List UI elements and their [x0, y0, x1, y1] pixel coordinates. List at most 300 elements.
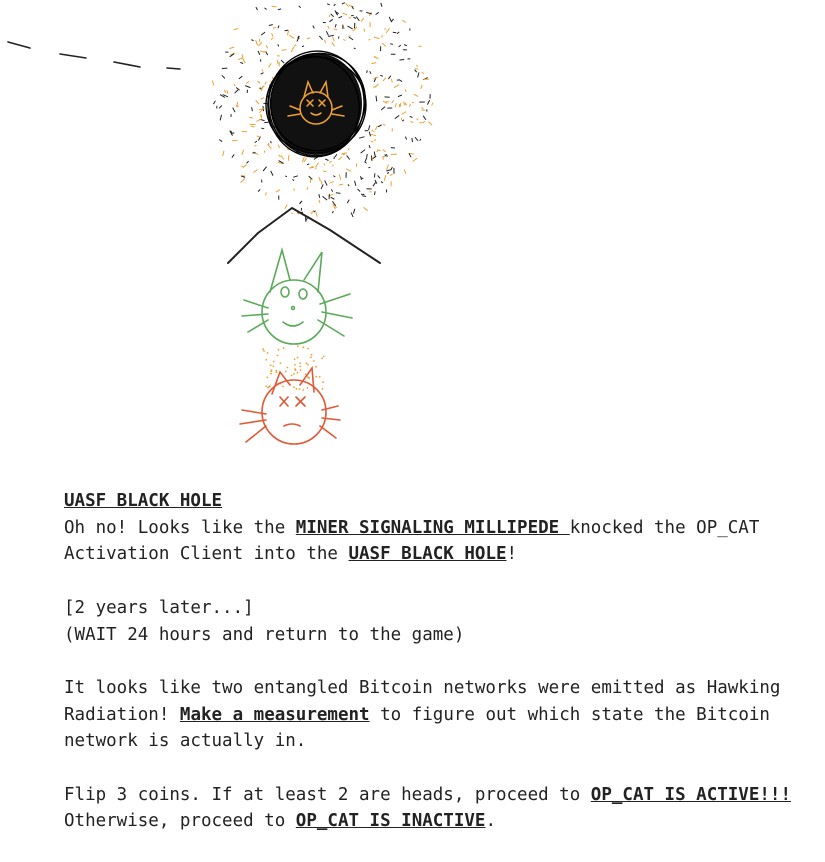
radiation-particle [293, 179, 295, 180]
radiation-particle [332, 211, 333, 213]
miner-signaling-millipede-link[interactable]: MINER SIGNALING MILLIPEDE [296, 518, 570, 538]
radiation-particle [224, 90, 225, 93]
radiation-particle [413, 158, 418, 161]
radiation-particle [325, 40, 326, 43]
radiation-particle [314, 211, 316, 212]
radiation-particle [348, 148, 349, 150]
radiation-particle [265, 8, 267, 10]
radiation-particle [309, 167, 314, 168]
radiation-particle [236, 88, 239, 91]
radiation-particle [260, 98, 264, 100]
radiation-particle [369, 145, 370, 148]
radiation-particle [358, 189, 361, 192]
radiation-particle [238, 58, 243, 60]
radiation-particle [367, 70, 368, 73]
radiation-particle [330, 181, 334, 183]
radiation-particle [356, 17, 359, 21]
radiation-particle [324, 164, 325, 166]
radiation-particle [212, 81, 213, 86]
uasf-black-hole-link[interactable]: UASF BLACK HOLE [348, 544, 506, 564]
radiation-particle [319, 200, 320, 203]
hawking-line-3: network is actually in. [64, 728, 804, 755]
stardust-dot [276, 371, 278, 373]
radiation-particle [369, 39, 371, 40]
radiation-particle [271, 38, 273, 40]
stardust-dot [265, 386, 267, 388]
radiation-particle [229, 47, 234, 49]
radiation-particle [299, 6, 301, 8]
radiation-particle [348, 184, 349, 186]
radiation-particle [245, 86, 250, 88]
radiation-particle [293, 176, 298, 177]
trajectory-dashes [8, 42, 180, 69]
radiation-particle [376, 96, 377, 102]
radiation-particle [261, 73, 264, 75]
radiation-particle [378, 175, 381, 178]
radiation-particle [404, 45, 407, 46]
orange-stardust [262, 345, 324, 391]
radiation-particle [387, 154, 388, 157]
stardust-dot [311, 354, 313, 356]
radiation-particle [372, 130, 375, 132]
make-a-measurement-link[interactable]: Make a measurement [180, 705, 370, 725]
radiation-particle [258, 51, 260, 55]
intro-text-a: Oh no! Looks like the [64, 518, 296, 538]
radiation-particle [278, 26, 279, 29]
stardust-dot [297, 357, 299, 359]
radiation-particle [282, 50, 287, 51]
radiation-particle [258, 189, 260, 191]
radiation-particle [307, 187, 308, 190]
radiation-particle [269, 63, 272, 67]
stardust-dot [297, 345, 299, 347]
radiation-particle [395, 115, 399, 118]
radiation-particle [331, 14, 334, 17]
radiation-particle [328, 26, 330, 29]
radiation-particle [273, 27, 276, 28]
radiation-particle [311, 210, 314, 214]
radiation-particle [383, 150, 386, 152]
radiation-particle [302, 46, 304, 47]
radiation-particle [219, 106, 222, 109]
radiation-particle [389, 17, 392, 22]
radiation-particle [365, 162, 367, 164]
radiation-particle [257, 136, 261, 137]
stardust-dot [308, 377, 310, 379]
radiation-particle [420, 139, 421, 141]
stardust-dot [270, 371, 272, 373]
radiation-particle [374, 37, 379, 39]
stardust-dot [323, 356, 325, 358]
coin-flip-text-b: Otherwise, proceed to [64, 811, 296, 831]
mountain-outline [228, 208, 380, 263]
radiation-particle [278, 44, 279, 46]
coin-flip-text-a: Flip 3 coins. If at least 2 are heads, proceed to [64, 785, 591, 805]
radiation-particle [353, 17, 356, 18]
stardust-dot [297, 372, 299, 374]
radiation-particle [371, 134, 376, 135]
stardust-dot [315, 366, 317, 368]
radiation-particle [417, 119, 419, 121]
radiation-particle [333, 176, 335, 177]
stardust-dot [270, 364, 272, 366]
radiation-particle [381, 107, 385, 110]
radiation-particle [276, 190, 280, 193]
radiation-particle [261, 32, 265, 35]
radiation-particle [365, 157, 367, 161]
radiation-particle [432, 103, 433, 106]
radiation-particle [372, 157, 373, 161]
stardust-dot [302, 389, 304, 391]
hawking-text-c: to figure out which state the Bitcoin [370, 705, 770, 725]
radiation-particle [259, 42, 262, 46]
radiation-particle [316, 167, 317, 169]
radiation-particle [325, 180, 327, 185]
radiation-particle [343, 13, 348, 15]
radiation-particle [307, 164, 309, 165]
radiation-particle [349, 5, 354, 7]
radiation-particle [370, 71, 371, 74]
stardust-dot [278, 349, 280, 351]
radiation-particle [328, 35, 334, 36]
radiation-particle [233, 108, 235, 113]
radiation-particle [256, 40, 258, 45]
radiation-particle [374, 140, 376, 142]
radiation-particle [423, 116, 426, 120]
intro-text-d: ! [507, 544, 518, 564]
radiation-particle [383, 124, 385, 125]
stardust-dot [270, 373, 272, 375]
stardust-dot [266, 377, 268, 379]
radiation-particle [338, 37, 339, 39]
radiation-particle [359, 137, 365, 139]
radiation-particle [251, 126, 255, 127]
radiation-particle [354, 48, 356, 49]
stardust-dot [294, 358, 296, 360]
radiation-particle [231, 133, 234, 134]
radiation-particle [349, 18, 352, 19]
section-title: UASF BLACK HOLE [64, 488, 804, 515]
radiation-particle [256, 7, 258, 10]
stardust-dot [313, 360, 315, 362]
radiation-particle [412, 102, 414, 103]
radiation-particle [367, 154, 368, 157]
radiation-particle [335, 154, 337, 157]
radiation-particle [386, 170, 391, 172]
radiation-particle [261, 128, 264, 129]
stardust-dot [307, 348, 309, 350]
radiation-particle [260, 114, 261, 116]
radiation-particle [334, 4, 336, 6]
radiation-particle [331, 189, 332, 191]
red-dead-cat-icon [240, 368, 340, 444]
radiation-particle [348, 26, 353, 29]
coin-flip-line-2 [64, 808, 804, 835]
radiation-particle [237, 102, 238, 108]
radiation-particle [343, 39, 345, 40]
opcat-is-active-link[interactable]: OP_CAT IS ACTIVE!!! [591, 785, 791, 805]
hawking-line-1: It looks like two entangled Bitcoin networks were emitted as Hawking [64, 675, 804, 702]
radiation-particle [399, 45, 401, 47]
radiation-particle [239, 76, 243, 79]
radiation-particle [347, 155, 350, 159]
stardust-dot [273, 365, 275, 367]
radiation-particle [405, 137, 406, 140]
radiation-particle [264, 151, 265, 153]
radiation-particle [422, 121, 425, 123]
radiation-particle [346, 3, 349, 6]
radiation-particle [387, 173, 389, 174]
paragraph-wait [64, 595, 804, 648]
radiation-particle [400, 103, 401, 107]
stardust-dot [267, 352, 269, 354]
intro-text-c: Activation Client into the [64, 544, 348, 564]
radiation-particle [252, 107, 253, 111]
radiation-particle [375, 126, 377, 130]
radiation-particle [374, 173, 375, 177]
radiation-particle [262, 69, 263, 71]
intro-line-2 [64, 541, 804, 568]
radiation-particle [387, 165, 389, 170]
radiation-particle [397, 32, 399, 34]
stardust-dot [299, 388, 301, 390]
radiation-particle [234, 29, 239, 30]
radiation-particle [353, 29, 356, 31]
radiation-particle [219, 140, 222, 142]
radiation-particle [279, 155, 281, 157]
stardust-dot [306, 362, 308, 364]
radiation-particle [353, 209, 354, 214]
radiation-particle [271, 171, 273, 176]
radiation-particle [246, 81, 249, 83]
radiation-particle [364, 207, 368, 211]
radiation-particle [263, 167, 267, 171]
stardust-dot [280, 362, 282, 364]
hawking-text-b: Radiation! [64, 705, 180, 725]
radiation-particle [369, 132, 370, 137]
stardust-dot [277, 355, 279, 357]
stardust-dot [262, 348, 264, 350]
radiation-particle [392, 100, 394, 103]
radiation-particle [242, 150, 244, 155]
radiation-particle [336, 193, 341, 194]
radiation-particle [339, 184, 343, 185]
radiation-particle [402, 20, 406, 22]
stardust-dot [283, 347, 285, 349]
stardust-dot [322, 381, 324, 383]
radiation-particle [428, 122, 432, 126]
radiation-particle [394, 85, 399, 88]
radiation-particle [373, 182, 376, 186]
radiation-particle [382, 43, 385, 46]
radiation-particle [247, 161, 249, 163]
coin-flip-line-1 [64, 782, 804, 809]
radiation-particle [374, 152, 375, 158]
radiation-particle [383, 78, 386, 81]
radiation-particle [384, 175, 386, 181]
radiation-particle [415, 68, 418, 69]
wait-instruction-text: (WAIT 24 hours and return to the game) [64, 622, 804, 649]
stardust-dot [293, 386, 295, 388]
radiation-particle [388, 76, 391, 79]
radiation-particle [234, 84, 235, 86]
radiation-particle [307, 38, 310, 39]
radiation-particle [294, 45, 296, 47]
radiation-particle [393, 32, 396, 33]
radiation-particle [277, 60, 278, 64]
radiation-particle [325, 159, 328, 161]
radiation-particle [323, 171, 326, 172]
radiation-particle [328, 194, 334, 196]
stardust-dot [307, 364, 309, 366]
radiation-particle [251, 40, 253, 41]
radiation-particle [364, 29, 365, 32]
stardust-dot [310, 356, 312, 358]
radiation-particle [222, 75, 225, 78]
radiation-particle [304, 158, 307, 162]
stardust-dot [285, 371, 287, 373]
stardust-dot [295, 388, 297, 390]
radiation-particle [373, 87, 376, 88]
radiation-particle [319, 194, 320, 198]
radiation-particle [319, 177, 320, 181]
radiation-particle [386, 28, 390, 33]
hawking-line-2 [64, 702, 804, 729]
stardust-dot [307, 387, 309, 389]
radiation-particle [335, 207, 337, 208]
radiation-particle [402, 120, 404, 121]
stardust-dot [315, 376, 317, 378]
radiation-particle [411, 122, 414, 123]
radiation-particle [347, 200, 349, 204]
stardust-dot [282, 386, 284, 388]
radiation-particle [260, 51, 266, 52]
paragraph-intro [64, 488, 804, 568]
coin-flip-text-c: . [485, 811, 496, 831]
opcat-is-inactive-link[interactable]: OP_CAT IS INACTIVE [296, 811, 486, 831]
radiation-particle [269, 25, 273, 26]
radiation-particle [316, 212, 317, 217]
radiation-particle [271, 141, 272, 143]
radiation-particle [377, 150, 379, 152]
paragraph-hawking [64, 675, 804, 755]
radiation-particle [361, 18, 364, 22]
intro-text-b: knocked the OP_CAT [570, 518, 760, 538]
radiation-particle [371, 63, 376, 64]
radiation-particle [256, 100, 259, 104]
radiation-particle [266, 192, 267, 195]
radiation-particle [371, 141, 374, 142]
stardust-dot [265, 359, 267, 361]
radiation-particle [398, 95, 402, 97]
radiation-particle [381, 3, 382, 7]
radiation-particle [281, 60, 284, 63]
radiation-particle [376, 12, 379, 14]
radiation-particle [378, 125, 382, 127]
radiation-particle [327, 4, 330, 5]
two-years-later-text: [2 years later...] [64, 595, 804, 622]
radiation-particle [335, 24, 336, 27]
radiation-particle [346, 169, 351, 172]
stardust-dot [291, 375, 293, 377]
radiation-particle [241, 179, 245, 183]
stardust-dot [321, 357, 323, 359]
radiation-particle [403, 102, 405, 106]
radiation-particle [256, 119, 260, 121]
radiation-particle [339, 174, 341, 179]
radiation-particle [415, 137, 418, 141]
radiation-particle [255, 141, 257, 143]
radiation-particle [329, 19, 332, 22]
radiation-particle [392, 79, 393, 83]
radiation-particle [415, 70, 417, 73]
intro-line-1 [64, 515, 804, 542]
stardust-dot [294, 364, 296, 366]
stardust-dot [273, 361, 275, 363]
stardust-dot [295, 369, 297, 371]
stardust-dot [300, 369, 302, 371]
radiation-particle [390, 44, 393, 45]
green-cat-icon [242, 250, 352, 344]
radiation-particle [418, 72, 419, 77]
radiation-particle [232, 140, 237, 141]
radiation-particle [381, 182, 383, 183]
stardust-dot [275, 370, 277, 372]
radiation-particle [369, 125, 370, 130]
radiation-particle [329, 161, 332, 162]
radiation-particle [291, 47, 294, 52]
radiation-particle [242, 54, 243, 60]
radiation-particle [361, 150, 366, 154]
radiation-particle [380, 75, 383, 76]
radiation-particle [227, 90, 228, 93]
radiation-particle [213, 101, 215, 104]
radiation-particle [414, 94, 418, 96]
radiation-particle [395, 103, 396, 107]
black-hole [255, 38, 382, 167]
radiation-particle [390, 174, 393, 175]
radiation-particle [421, 85, 423, 89]
radiation-particle [422, 72, 425, 73]
radiation-particle [355, 181, 356, 186]
radiation-particle [254, 170, 258, 173]
radiation-particle [285, 176, 287, 177]
radiation-particle [232, 154, 234, 157]
radiation-particle [272, 33, 274, 36]
radiation-particle [427, 100, 429, 105]
radiation-particle [417, 65, 418, 67]
stardust-dot [319, 376, 321, 378]
stardust-dot [302, 346, 304, 348]
radiation-particle [281, 155, 284, 159]
radiation-particle [410, 153, 414, 154]
radiation-particle [326, 31, 328, 35]
radiation-particle [272, 6, 277, 7]
radiation-particle [391, 167, 392, 169]
radiation-particle [333, 37, 335, 42]
radiation-particle [289, 35, 294, 38]
radiation-particle [332, 42, 335, 46]
story-text [64, 488, 804, 862]
stardust-dot [287, 367, 289, 369]
paragraph-coin-flip [64, 782, 804, 835]
radiation-particle [404, 169, 406, 174]
radiation-particle [268, 144, 272, 149]
radiation-particle [405, 89, 406, 92]
radiation-particle [240, 62, 243, 63]
stardust-dot [263, 350, 265, 352]
radiation-particle [339, 16, 343, 18]
